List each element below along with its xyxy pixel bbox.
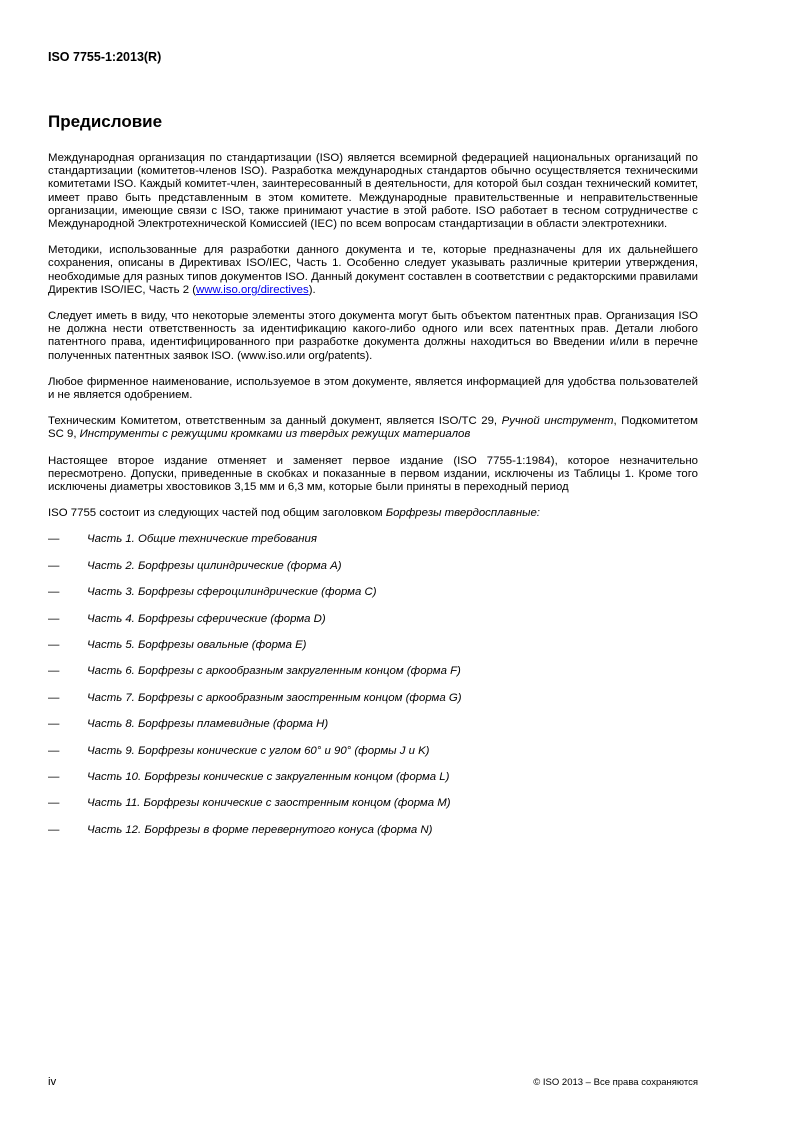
dash-bullet: —: [48, 586, 60, 599]
paragraph-directives-text: Методики, использованные для разработки данного документа и те, которые предназначены для их дальнейшего сохранения, описаны в Директивах ISO/IEC, Часть 1. Особенно следует указывать различные критерии утверждения, необходимые для разных типов документов ISO. Данный документ составлен в соответствии с редакторскими правилами Директив ISO/IEC, Часть 2 (: [48, 244, 698, 296]
paragraph-directives: [48, 244, 698, 297]
paragraph-edition: Настоящее второе издание отменяет и заменяет первое издание (ISO 7755-1:1984), которое незначительно пересмотрено. Допуски, приведенные в скобках и показанные в первом издании, исключены из Таблицы 1. Кроме того исключены диаметры хвостовиков 3,15 мм и 6,3 мм, которые были приняты в переходный период: [48, 454, 698, 494]
list-item: [48, 639, 698, 665]
directives-link[interactable]: www.iso.org/directives: [196, 283, 309, 296]
list-item: [48, 771, 698, 797]
paragraph-trade-names: Любое фирменное наименование, используемое в этом документе, является информацией для удобства пользователей и не является одобрением.: [48, 375, 698, 402]
list-item: [48, 560, 698, 586]
dash-bullet: —: [48, 770, 60, 783]
paragraph-directives-end: ).: [308, 283, 316, 296]
list-item: [48, 586, 698, 612]
parts-intro-text: ISO 7755 состоит из следующих частей под общим заголовком: [48, 507, 386, 520]
part-title: Часть 7. Борфрезы с аркообразным заостренным концом (форма G): [87, 691, 462, 704]
part-title: Часть 11. Борфрезы конические с заостренным концом (форма М): [87, 797, 451, 810]
dash-bullet: —: [48, 797, 60, 810]
dash-bullet: —: [48, 691, 60, 704]
part-title: Часть 2. Борфрезы цилиндрические (форма А): [87, 559, 342, 572]
list-item: [48, 613, 698, 639]
dash-bullet: —: [48, 718, 60, 731]
part-title: Часть 10. Борфрезы конические с закругленным концом (форма L): [87, 770, 450, 783]
part-title: Часть 6. Борфрезы с аркообразным закругленным концом (форма F): [87, 665, 461, 678]
parts-list: [48, 533, 698, 850]
committee-name: Ручной инструмент: [501, 415, 614, 428]
dash-bullet: —: [48, 612, 60, 625]
committee-text-c: , Подкомитетом SC 9,: [48, 415, 698, 441]
list-item: [48, 745, 698, 771]
part-title: Часть 1. Общие технические требования: [87, 533, 317, 546]
part-title: Часть 4. Борфрезы сферические (форма D): [87, 612, 326, 625]
foreword-body: [48, 152, 698, 850]
parts-general-title: Борфрезы твердосплавные:: [385, 507, 540, 520]
document-id: ISO 7755-1:2013(R): [48, 50, 162, 64]
part-title: Часть 8. Борфрезы пламевидные (форма Н): [87, 718, 329, 731]
copyright-notice: © ISO 2013 – Все права сохраняются: [533, 1077, 698, 1088]
dash-bullet: —: [48, 665, 60, 678]
page-title: Предисловие: [48, 112, 163, 131]
page-number: iv: [48, 1076, 57, 1088]
list-item: [48, 718, 698, 744]
dash-bullet: —: [48, 559, 60, 572]
part-title: Часть 9. Борфрезы конические с углом 60° и 90° (формы J и K): [87, 744, 430, 757]
part-title: Часть 3. Борфрезы сфероцилиндрические (форма С): [87, 586, 377, 599]
part-title: Часть 5. Борфрезы овальные (форма Е): [87, 639, 307, 652]
dash-bullet: —: [48, 744, 60, 757]
dash-bullet: —: [48, 639, 60, 652]
list-item: [48, 665, 698, 691]
paragraph-patents: Следует иметь в виду, что некоторые элементы этого документа могут быть объектом патентных прав. Организация ISO не должна нести ответственность за идентификацию какого-либо одного или всех патентных прав. Детали любого патентного права, идентифицированного при разработке документа должны находиться во Введении и/или в перечне полученных патентных заявок ISO. (www.iso.или org/patents).: [48, 310, 698, 362]
part-title: Часть 12. Борфрезы в форме перевернутого конуса (форма N): [87, 823, 433, 836]
dash-bullet: —: [48, 533, 60, 546]
paragraph-iso-organization: Международная организация по стандартизации (ISO) является всемирной федерацией национальных организаций по стандартизации (комитетов-членов ISO). Разработка международных стандартов обычно осуществляется техническими комитетами ISO. Каждый комитет-член, заинтересованный в деятельности, для которой был создан технический комитет, имеет право быть представленным в этом комитете. Международные правительственные и неправительственные организации, имеющие связи с ISO, также принимают участие в этой работе. ISO работает в тесном сотрудничестве с Международной Электротехнической Комиссией (IEC) по всем вопросам стандартизации в области электротехники.: [48, 152, 698, 231]
list-item: [48, 797, 698, 823]
paragraph-committee: [48, 415, 698, 441]
subcommittee-name: Инструменты с режущими кромками из твердых режущих материалов: [79, 428, 471, 441]
dash-bullet: —: [48, 823, 60, 836]
list-item: [48, 533, 698, 559]
paragraph-parts-intro: [48, 507, 698, 520]
committee-text-a: Техническим Комитетом, ответственным за данный документ, является ISO/TC 29,: [48, 415, 502, 428]
list-item: [48, 824, 698, 850]
list-item: [48, 692, 698, 718]
